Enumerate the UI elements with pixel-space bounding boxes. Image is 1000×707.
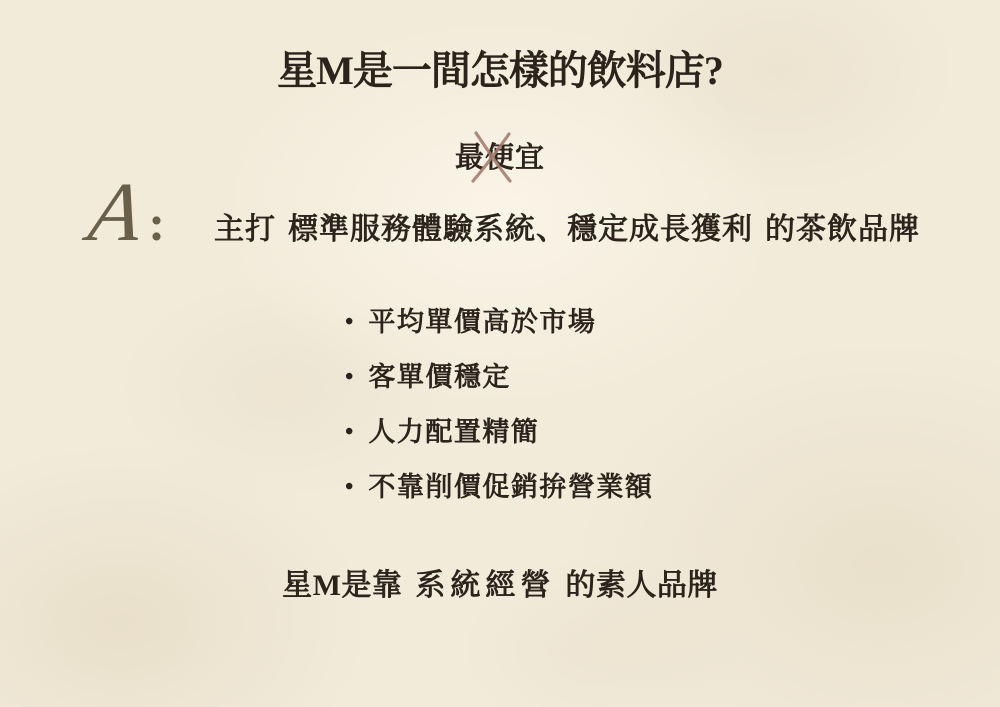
- answer-tail: 的茶飲品牌: [765, 213, 920, 246]
- bullet-icon: •: [345, 419, 354, 445]
- bullet-icon: •: [345, 309, 354, 335]
- answer-lead: 主打: [214, 213, 276, 246]
- answer-emphasis: 標準服務體驗系統、穩定成長獲利: [288, 213, 753, 246]
- list-item: [345, 470, 653, 504]
- bullet-icon: •: [345, 364, 354, 390]
- crossed-answer: [455, 140, 545, 176]
- conclusion-tail: 的素人品牌: [565, 569, 718, 602]
- conclusion-emphasis: 系統經營: [415, 569, 556, 602]
- crossed-answer-text: 最便宜: [454, 142, 545, 174]
- bullet-icon: •: [345, 474, 354, 500]
- feature-list: [345, 305, 653, 525]
- conclusion: [0, 566, 1000, 606]
- answer-text: [214, 210, 920, 250]
- answer-prefix-letter: A: [83, 166, 148, 259]
- list-item-text: 平均單價高於市場: [368, 307, 597, 337]
- list-item: [345, 305, 653, 339]
- conclusion-lead: 星M是靠: [282, 569, 403, 602]
- list-item-text: 客單價穩定: [368, 362, 511, 392]
- page-title: 星M是一間怎樣的飲料店?: [277, 48, 723, 93]
- list-item-text: 人力配置精簡: [368, 417, 540, 447]
- list-item: [345, 360, 653, 394]
- list-item: [345, 415, 653, 449]
- answer-prefix-colon: :: [148, 195, 165, 251]
- answer-prefix: [83, 166, 165, 259]
- list-item-text: 不靠削價促銷拚營業額: [368, 472, 654, 502]
